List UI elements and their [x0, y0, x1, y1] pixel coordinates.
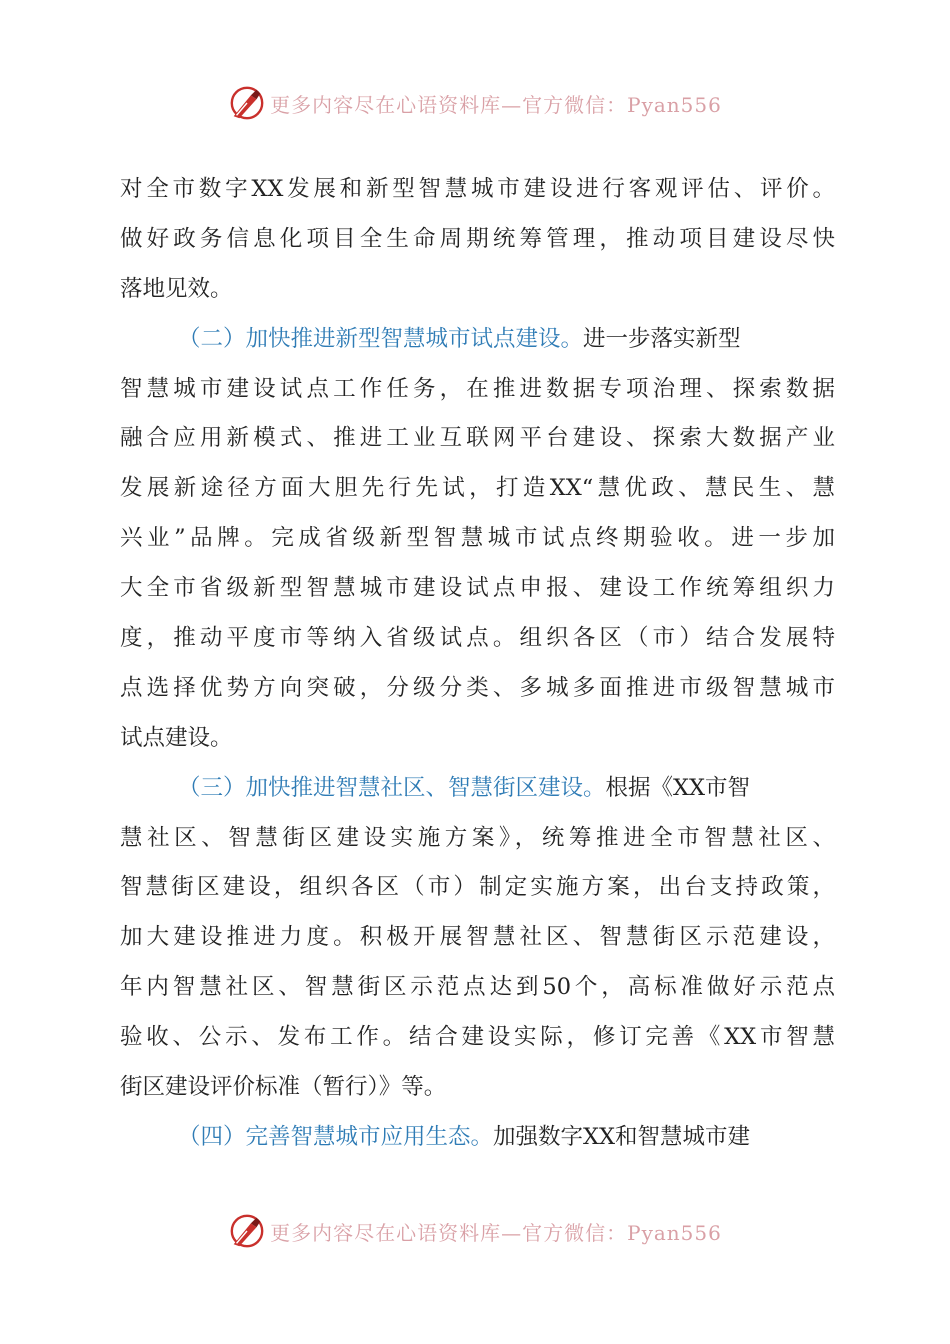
text-line: 融合应用新模式、推进工业互联网平台建设、探索大数据产业 — [120, 425, 835, 452]
header-banner — [0, 80, 950, 126]
section-four-line — [120, 1113, 835, 1163]
section-four-heading: （四）完善智慧城市应用生态。 — [178, 1123, 494, 1150]
banner-text: 更多内容尽在心语资料库—官方微信：Pyan556 — [270, 1220, 722, 1245]
text-line: 试点建设。 — [120, 724, 233, 751]
text-line: 智慧城市建设试点工作任务，在推进数据专项治理、探索数据 — [120, 375, 835, 402]
text-line: 大全市省级新型智慧城市建设试点申报、建设工作统筹组织力 — [120, 575, 835, 602]
section-three-heading: （三）加快推进智慧社区、智慧街区建设。 — [178, 774, 606, 801]
text-line: 兴业”品牌。完成省级新型智慧城市试点终期验收。进一步加 — [120, 525, 835, 552]
text-line: 智慧街区建设，组织各区（市）制定实施方案，出台支持政策， — [120, 874, 835, 901]
section-two-heading: （二）加快推进新型智慧城市试点建设。 — [178, 325, 584, 352]
text-line: 街区建设评价标准（暂行）》等。 — [120, 1074, 447, 1101]
text-line: 验收、公示、发布工作。结合建设实际，修订完善《XX市智慧 — [120, 1024, 835, 1051]
text-line: 点选择优势方向突破，分级分类、多城多面推进市级智慧城市 — [120, 674, 835, 701]
body-text — [120, 165, 835, 1163]
section-three-lead: 根据《XX市智 — [605, 774, 751, 801]
text-line: 度，推动平度市等纳入省级试点。组织各区（市）结合发展特 — [120, 625, 835, 652]
text-line: 对全市数字XX发展和新型智慧城市建设进行客观评估、评价。 — [120, 176, 835, 202]
section-four-lead: 加强数字XX和智慧城市建 — [493, 1123, 751, 1150]
pen-nib-logo-icon — [228, 1212, 266, 1250]
text-line: 慧社区、智慧街区建设实施方案》，统筹推进全市智慧社区、 — [120, 824, 835, 851]
pen-nib-logo-icon — [228, 84, 266, 122]
section-three-line — [120, 764, 835, 814]
section-two-lead: 进一步落实新型 — [583, 325, 741, 352]
text-line: 做好政务信息化项目全生命周期统筹管理，推动项目建设尽快 — [120, 225, 835, 252]
text-line: 落地见效。 — [120, 275, 233, 302]
banner-text: 更多内容尽在心语资料库—官方微信：Pyan556 — [270, 92, 722, 117]
footer-banner — [0, 1208, 950, 1254]
text-line: 年内智慧社区、智慧街区示范点达到50个，高标准做好示范点 — [120, 974, 835, 1001]
text-line: 加大建设推进力度。积极开展智慧社区、智慧街区示范建设， — [120, 924, 835, 951]
section-two-line — [120, 315, 835, 365]
text-line: 发展新途径方面大胆先行先试，打造XX“慧优政、慧民生、慧 — [120, 475, 835, 502]
